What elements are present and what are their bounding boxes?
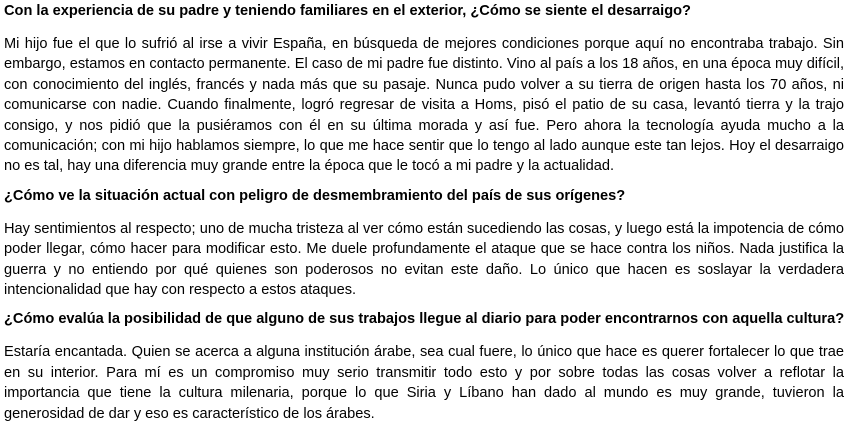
interview-section-3 [4, 310, 844, 424]
question-3: ¿Cómo evalúa la posibilidad de que alguno de sus trabajos llegue al diario para poder encontrarnos con aquella cultura? [4, 311, 845, 328]
answer-3: Estaría encantada. Quien se acerca a alguna institución árabe, sea cual fuere, lo único que hace es querer fortalecer lo que trae en su interior. Para mí es un compromiso muy serio transmitir todo esto y por sobre todas las cosas volver a reflotar la importancia que tiene la cultura milenaria, porque lo que Siria y Líbano han dado al mundo es muy grande, tuvieron la generosidad de dar y eso es característico de los árabes. [4, 344, 844, 422]
interview-section-2 [4, 187, 844, 301]
question-2: ¿Cómo ve la situación actual con peligro de desmembramiento del país de sus orígenes? [4, 187, 626, 204]
interview-section-1 [4, 2, 844, 177]
answer-1: Mi hijo fue el que lo sufrió al irse a vivir España, en búsqueda de mejores condiciones porque aquí no encontraba trabajo. Sin embargo, estamos en contacto permanente. El caso de mi padre fue distinto. Vino al país a los 18 años, en una época muy difícil, con conocimiento del inglés, francés y nada más que su pasaje. Nunca pudo volver a su tierra de origen hasta los 70 años, ni comunicarse con nadie. Cuando finalmente, logró regresar de visita a Homs, pisó el patio de su casa, levantó tierra y la trajo consigo, y nos pidió que la pusiéramos con él en su última morada y así fue. Pero ahora la tecnología ayuda mucho a la comunicación; con mi hijo hablamos siempre, lo que me hace sentir que lo tengo al lado aunque este tan lejos. Hoy el desarraigo no es tal, hay una diferencia muy grande entre la época que le tocó a mi padre y la actualidad. [4, 36, 844, 175]
question-1: Con la experiencia de su padre y teniendo familiares en el exterior, ¿Cómo se siente el desarraigo? [4, 3, 691, 19]
answer-2: Hay sentimientos al respecto; uno de mucha tristeza al ver cómo están sucediendo las cosas, y luego está la impotencia de cómo poder llegar, cómo hacer para modificar esto. Me duele profundamente el ataque que se hace contra los niños. Nada justifica la guerra y no entiendo por qué quienes son poderosos no evitan este daño. Lo único que hacen es soslayar la verdadera intencionalidad que hay con respecto a estos ataques. [4, 220, 844, 299]
